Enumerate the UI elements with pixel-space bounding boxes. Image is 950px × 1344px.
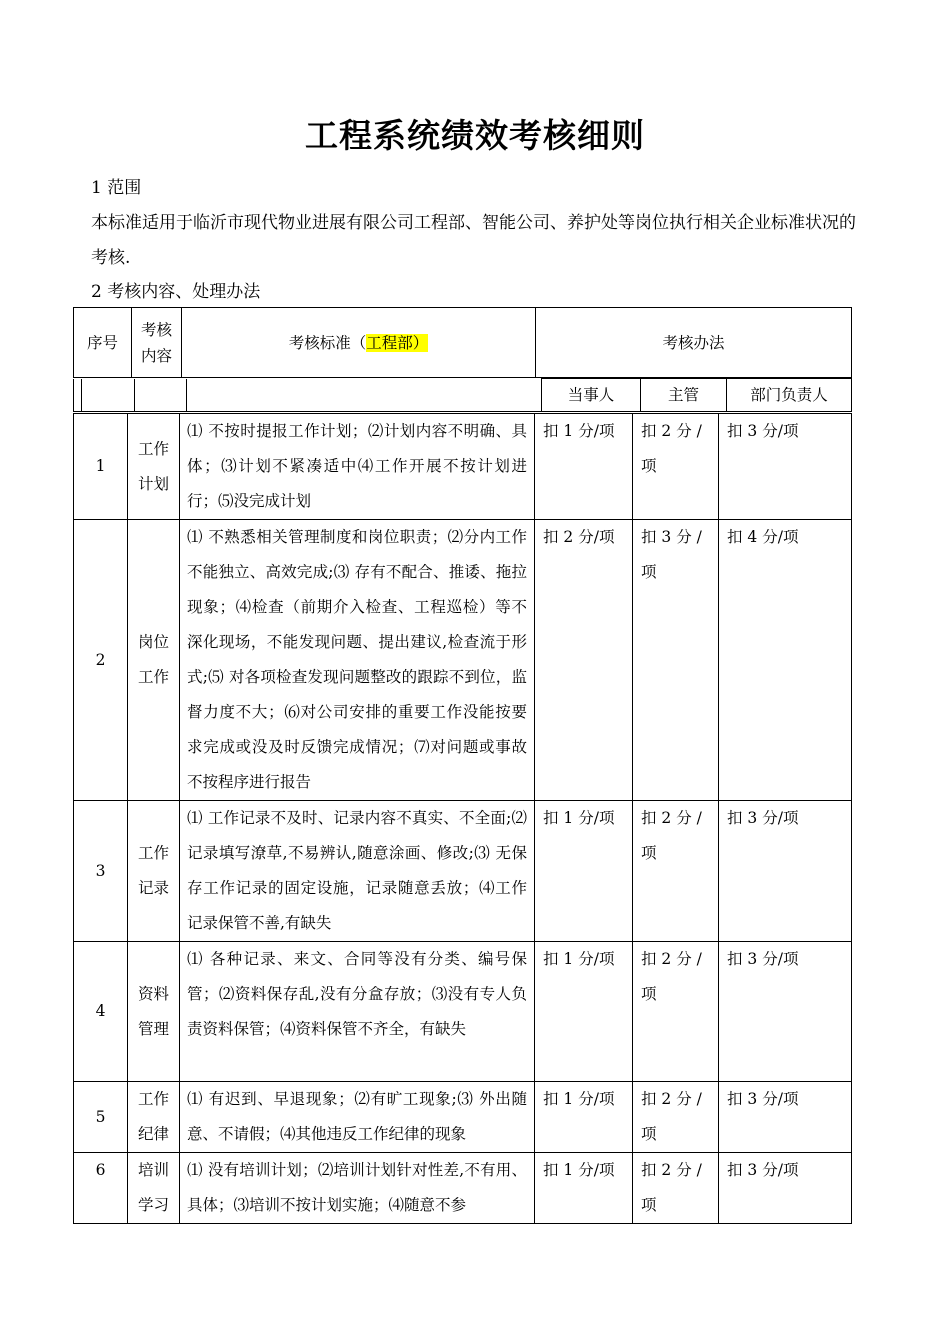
header-blank	[135, 379, 187, 412]
row-dept-head: 扣 3 分/项	[719, 1153, 852, 1224]
table-row	[74, 414, 852, 520]
row-num: 1	[74, 414, 128, 520]
row-category: 资料管理	[128, 942, 180, 1082]
table-row	[74, 520, 852, 801]
header-method: 考核办法	[536, 308, 852, 378]
section1-body: 本标准适用于临沂市现代物业进展有限公司工程部、智能公司、养护处等岗位执行相关企业标准状况的考核.	[91, 213, 856, 268]
row-party: 扣 2 分/项	[535, 520, 633, 801]
header-blank	[74, 379, 82, 412]
table-row	[74, 1082, 852, 1153]
row-standard: ⑴ 有迟到、早退现象；⑵有旷工现象;⑶ 外出随意、不请假；⑷其他违反工作纪律的现象	[180, 1082, 535, 1153]
section1-heading: 1 范围	[91, 178, 142, 198]
row-supervisor: 扣 2 分 / 项	[633, 942, 719, 1082]
header-standard	[182, 308, 536, 378]
row-party: 扣 1 分/项	[535, 414, 633, 520]
table-row	[74, 1153, 852, 1224]
row-num: 4	[74, 942, 128, 1082]
row-supervisor: 扣 2 分 / 项	[633, 801, 719, 942]
row-dept-head: 扣 3 分/项	[719, 801, 852, 942]
row-dept-head: 扣 3 分/项	[719, 942, 852, 1082]
assessment-table	[73, 413, 852, 1224]
row-standard: ⑴ 不熟悉相关管理制度和岗位职责；⑵分内工作不能独立、高效完成;⑶ 存有不配合、推诿、拖拉现象；⑷检查（前期介入检查、工程巡检）等不深化现场，不能发现问题、提出建议,检查流于形式;⑸ 对各项检查发现问题整改的跟踪不到位，监督力度不大；⑹对公司安排的重要工作没能按要求完成或没及时反馈完成情况；⑺对问题或事故不按程序进行报告	[180, 520, 535, 801]
header-content-label: 考核内容	[140, 320, 172, 365]
header-blank	[187, 379, 542, 412]
document-title: 工程系统绩效考核细则	[305, 116, 645, 155]
row-standard: ⑴ 不按时提报工作计划；⑵计划内容不明确、具体；⑶计划不紧凑适中⑷工作开展不按计划进行；⑸没完成计划	[180, 414, 535, 520]
row-supervisor: 扣 3 分 / 项	[633, 520, 719, 801]
row-supervisor: 扣 2 分 / 项	[633, 1082, 719, 1153]
row-supervisor: 扣 2 分 / 项	[633, 1153, 719, 1224]
row-num: 6	[74, 1153, 128, 1224]
row-category: 工作纪律	[128, 1082, 180, 1153]
row-dept-head: 扣 3 分/项	[719, 1082, 852, 1153]
header-party: 当事人	[542, 379, 641, 412]
row-dept-head: 扣 4 分/项	[719, 520, 852, 801]
table-header-top	[73, 307, 852, 378]
row-num: 5	[74, 1082, 128, 1153]
row-party: 扣 1 分/项	[535, 942, 633, 1082]
table-row	[74, 942, 852, 1082]
header-standard-prefix: 考核标准（	[288, 333, 367, 352]
header-blank	[82, 379, 135, 412]
row-category: 工作记录	[128, 801, 180, 942]
header-standard-highlight: 工程部）	[366, 333, 429, 352]
row-party: 扣 1 分/项	[535, 801, 633, 942]
row-standard: ⑴ 各种记录、来文、合同等没有分类、编号保管；⑵资料保存乱,没有分盒存放；⑶没有专人负责资料保管；⑷资料保管不齐全，有缺失	[180, 942, 535, 1082]
header-seq: 序号	[74, 308, 132, 378]
row-num: 2	[74, 520, 128, 801]
row-num: 3	[74, 801, 128, 942]
table-header-sub	[73, 378, 852, 412]
row-dept-head: 扣 3 分/项	[719, 414, 852, 520]
row-standard: ⑴ 没有培训计划；⑵培训计划针对性差,不有用、具体；⑶培训不按计划实施；⑷随意不参	[180, 1153, 535, 1224]
row-supervisor: 扣 2 分 / 项	[633, 414, 719, 520]
row-party: 扣 1 分/项	[535, 1082, 633, 1153]
header-supervisor: 主管	[641, 379, 727, 412]
row-category: 工作计划	[128, 414, 180, 520]
header-content	[132, 308, 182, 378]
section2-heading: 2 考核内容、处理办法	[91, 282, 261, 302]
header-dept-head: 部门负责人	[727, 379, 852, 412]
table-row	[74, 801, 852, 942]
row-party: 扣 1 分/项	[535, 1153, 633, 1224]
row-category: 培训学习	[128, 1153, 180, 1224]
row-category: 岗位工作	[128, 520, 180, 801]
row-standard: ⑴ 工作记录不及时、记录内容不真实、不全面;⑵ 记录填写潦草,不易辨认,随意涂画、修改;⑶ 无保存工作记录的固定设施，记录随意丢放；⑷工作记录保管不善,有缺失	[180, 801, 535, 942]
